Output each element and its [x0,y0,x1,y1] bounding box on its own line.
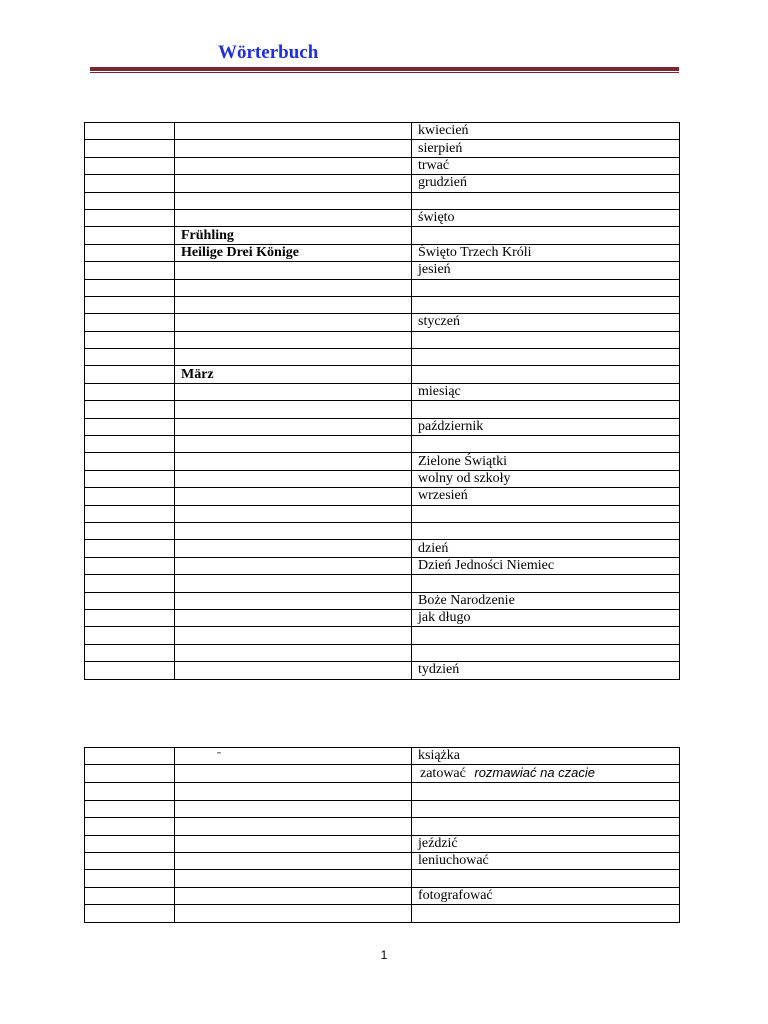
table-row [85,244,680,261]
german-word [175,800,412,817]
german-word [175,418,412,435]
table-row [85,644,680,661]
german-word [175,627,412,644]
polish-word [412,575,680,592]
german-word [175,522,412,539]
table-row [85,505,680,522]
german-word [175,662,412,679]
polish-word: trwać [412,157,680,174]
table-row [85,227,680,244]
row-number-cell [85,436,175,453]
german-word [175,209,412,226]
polish-word: sierpień [412,140,680,157]
table-row [85,627,680,644]
polish-word: tydzień [412,662,680,679]
polish-word [412,349,680,366]
polish-word [412,331,680,348]
row-number-cell [85,296,175,313]
polish-word: październik [412,418,680,435]
table-row [85,540,680,557]
table-row [85,331,680,348]
table-row [85,905,680,922]
german-word [175,383,412,400]
table-row [85,157,680,174]
table-row [85,488,680,505]
polish-word: leniuchować [412,852,680,869]
row-number-cell [85,488,175,505]
table-row [85,852,680,869]
table-row [85,592,680,609]
row-number-cell [85,192,175,209]
row-number-cell [85,887,175,904]
row-number-cell [85,349,175,366]
polish-word: dzień [412,540,680,557]
table-row [85,748,680,765]
table-row [85,870,680,887]
table-row [85,800,680,817]
polish-word [412,800,680,817]
table-row [85,557,680,574]
german-word: Frühling [175,227,412,244]
polish-word: Zielone Świątki [412,453,680,470]
table-row [85,175,680,192]
polish-word [412,279,680,296]
german-word [175,644,412,661]
vocabulary-table-2 [84,747,680,923]
table-cell [85,765,175,783]
row-number-cell [85,852,175,869]
row-number-cell [85,262,175,279]
german-word [175,905,412,922]
row-number-cell [85,627,175,644]
german-word [175,331,412,348]
german-word: März [175,366,412,383]
vocabulary-table-1 [84,122,680,680]
row-number-cell [85,157,175,174]
german-word [175,314,412,331]
row-number-cell [85,175,175,192]
polish-word [412,192,680,209]
german-word [175,296,412,313]
table-row [85,436,680,453]
table-row [85,296,680,313]
polish-word: święto [412,209,680,226]
polish-word: książka [412,748,680,765]
german-word [175,453,412,470]
table-row [85,887,680,904]
row-number-cell [85,244,175,261]
row-number-cell [85,314,175,331]
table-row [85,470,680,487]
row-number-cell [85,522,175,539]
page-number: 1 [380,948,388,962]
polish-word [412,905,680,922]
table-row [85,575,680,592]
row-number-cell [85,140,175,157]
german-word [175,262,412,279]
row-number-cell [85,609,175,626]
row-number-cell [85,331,175,348]
page-title: Wörterbuch [218,42,319,63]
row-number-cell [85,592,175,609]
table-row [85,123,680,140]
table-row [85,349,680,366]
german-word [175,349,412,366]
german-word [175,818,412,835]
polish-note: rozmawiać na czacie [474,765,596,781]
row-number-cell [85,783,175,800]
row-number-cell [85,800,175,817]
polish-word: grudzień [412,175,680,192]
polish-word: Boże Narodzenie [412,592,680,609]
polish-word: Dzień Jedności Niemiec [412,557,680,574]
german-word [175,835,412,852]
german-word [175,609,412,626]
table-row [85,314,680,331]
german-word [175,192,412,209]
table-row [85,401,680,418]
german-word [175,488,412,505]
polish-word: jesień [412,262,680,279]
german-word [175,436,412,453]
table-cell [85,748,175,765]
row-number-cell [85,818,175,835]
german-word [175,557,412,574]
polish-word [412,818,680,835]
german-word [175,123,412,140]
german-word: Heilige Drei Könige [175,244,412,261]
table-row [85,609,680,626]
german-word [175,887,412,904]
header-rule-thin [90,72,679,73]
header-rule [90,67,679,71]
polish-word [412,436,680,453]
polish-word [412,296,680,313]
german-word [175,470,412,487]
row-number-cell [85,540,175,557]
polish-word [412,366,680,383]
table-cell [175,765,412,783]
table-row [85,262,680,279]
table-row [85,140,680,157]
german-word [175,783,412,800]
row-number-cell [85,575,175,592]
polish-word: kwiecień [412,123,680,140]
german-word [175,140,412,157]
german-word [175,870,412,887]
row-number-cell [85,644,175,661]
row-number-cell [85,227,175,244]
table-row [85,835,680,852]
table-row [85,366,680,383]
row-number-cell [85,557,175,574]
table-row [85,418,680,435]
german-word [175,279,412,296]
german-word [175,157,412,174]
row-number-cell [85,418,175,435]
polish-word [412,227,680,244]
polish-word: wolny od szkoły [412,470,680,487]
table-row [85,383,680,400]
row-number-cell [85,401,175,418]
row-number-cell [85,470,175,487]
table-row [85,279,680,296]
german-word [175,505,412,522]
row-number-cell [85,209,175,226]
german-word [175,852,412,869]
polish-word [412,870,680,887]
table-row [85,209,680,226]
table-row [85,818,680,835]
row-number-cell [85,835,175,852]
german-word [175,401,412,418]
german-word [175,592,412,609]
polish-word: jeździć [412,835,680,852]
polish-word: styczeń [412,314,680,331]
german-word [175,575,412,592]
row-number-cell [85,279,175,296]
table-row [85,192,680,209]
row-number-cell [85,505,175,522]
polish-word: fotografować [412,887,680,904]
polish-word: jak długo [412,609,680,626]
polish-word: Święto Trzech Króli [412,244,680,261]
table-row [85,662,680,679]
polish-word: wrzesień [412,488,680,505]
polish-word: zatować [420,766,466,782]
table-row [85,783,680,800]
polish-word [412,522,680,539]
polish-word [412,401,680,418]
row-number-cell [85,123,175,140]
polish-word: miesiąc [412,383,680,400]
row-number-cell [85,453,175,470]
table-row [85,765,680,783]
polish-word [412,627,680,644]
row-number-cell [85,366,175,383]
table-row [85,453,680,470]
german-word [175,540,412,557]
row-number-cell [85,662,175,679]
row-number-cell [85,383,175,400]
umlaut-mark: ¨ [175,748,412,765]
row-number-cell [85,905,175,922]
polish-word [412,644,680,661]
row-number-cell [85,870,175,887]
table-row [85,522,680,539]
polish-word [412,505,680,522]
polish-word-cell [412,765,680,783]
german-word [175,175,412,192]
polish-word [412,783,680,800]
